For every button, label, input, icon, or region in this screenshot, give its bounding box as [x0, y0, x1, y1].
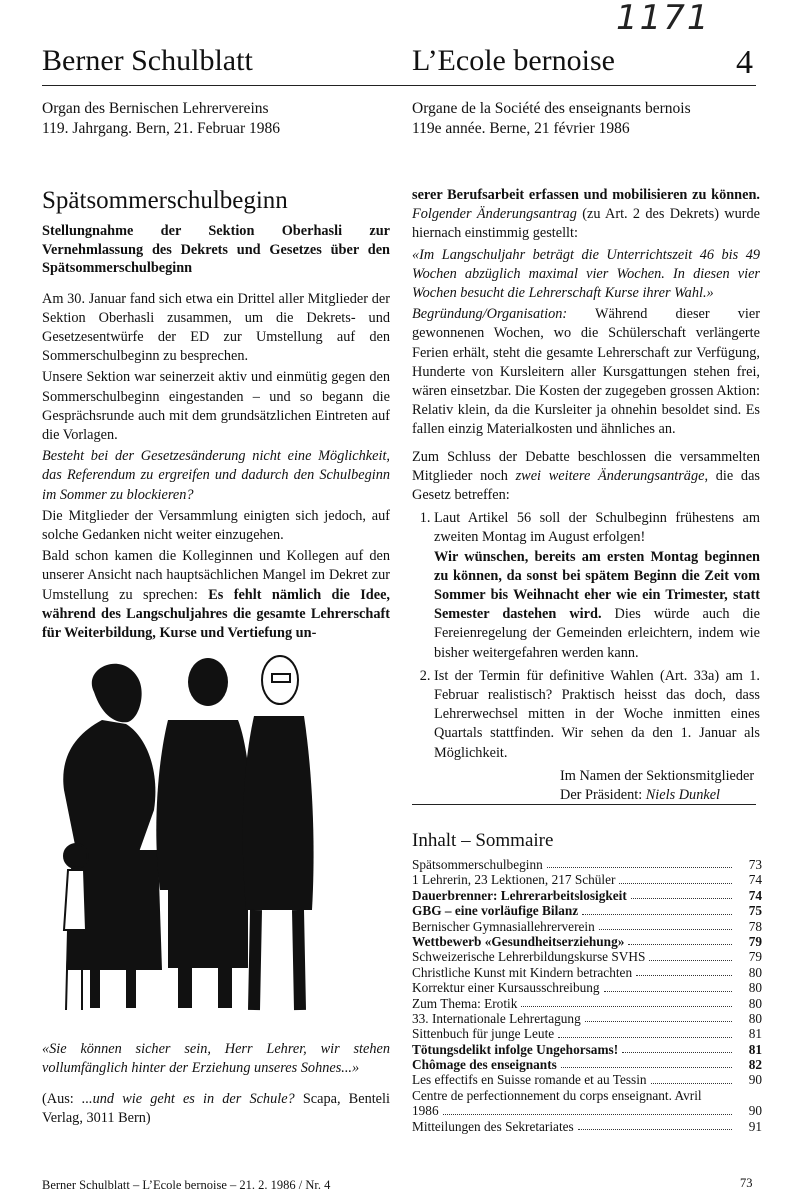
amendment-quote: «Im Langschuljahr beträgt die Unterrichtszeit 46 bis 49 Wochen abzüglich maximal vier Wochen. In diesen vier Wochen besucht die Lehrerschaft Kurse ihrer Wahl.» [412, 246, 760, 302]
toc-leader-dots [561, 1067, 732, 1068]
toc-entry-title: 1986 [412, 1103, 439, 1119]
toc-entry [412, 934, 762, 949]
toc-leader-dots [628, 944, 732, 945]
motion-item-1: 1. Laut Artikel 56 soll der Schulbeginn frühestens am zweiten Montag im August erfolgen! Wir wünschen, bereits am ersten Montag beginnen zu können, da sonst bei spätem Beginn die Zeit vom Sommer bis Weihnacht eher wie ein Trimester, statt Semester dastehen wird. Dies würde auch die Fereienregelung der Gemeinden erleichtern, indem wie bisher weitergefahren werden kann. [434, 509, 760, 663]
article-column-right [412, 186, 760, 805]
toc-entry-page: 91 [748, 1118, 762, 1134]
toc-entry-page: 80 [748, 995, 762, 1011]
organ-fr: Organe de la Société des enseignants bernois [412, 100, 691, 117]
table-of-contents [412, 857, 762, 1134]
toc-leader-dots [622, 1052, 732, 1053]
toc-leader-dots [578, 1129, 732, 1130]
toc-leader-dots [585, 1021, 732, 1022]
toc-leader-dots [443, 1114, 732, 1115]
footer-publication: Berner Schulblatt – L’Ecole bernoise – 21. 2. 1986 / Nr. 4 [42, 1178, 331, 1192]
toc-entry [412, 1011, 762, 1026]
toc-entry-page: 81 [748, 1026, 762, 1042]
cartoon-mother [63, 664, 162, 1008]
cartoon-father [156, 658, 253, 1008]
issue-date-de: 119. Jahrgang. Bern, 21. Februar 1986 [42, 120, 281, 137]
toc-leader-dots [631, 898, 732, 899]
paragraph-question: Besteht bei der Gesetzesänderung nicht eine Möglichkeit, das Referendum zu ergreifen und dadurch den Schulbeginn im Sommer zu blockieren? [42, 448, 390, 503]
toc-entry [412, 1057, 762, 1072]
toc-entry [412, 1072, 762, 1087]
paragraph-4: Die Mitglieder der Versammlung einigten sich jedoch, auf solche Gedanken nicht weiter einzugehen. [42, 507, 390, 543]
toc-entry-title: GBG – eine vorläufige Bilanz [412, 903, 579, 919]
toc-entry-page: 82 [748, 1057, 762, 1073]
toc-entry [412, 949, 762, 964]
motion-item-2: 2. Ist der Termin für definitive Wahlen (Art. 33a) am 1. Februar realistisch? Praktisch heisst das doch, dass Lehrerwechsel mitten in der Woche inmitten eines Quartals stattfinden. Wir sehen da den 1. Januar als Möglichkeit. [434, 667, 760, 763]
toc-leader-dots [649, 960, 732, 961]
toc-entry [412, 857, 762, 872]
toc-entry-title: Chômage des enseignants [412, 1057, 557, 1073]
toc-entry-title: Dauerbrenner: Lehrerarbeitslosigkeit [412, 887, 627, 903]
paragraph-1: Am 30. Januar fand sich etwa ein Drittel aller Mitglieder der Sektion Oberhasli zusammen, um die Dekrets- und Gesetzesentwürfe der ED zur Umstellung auf den Sommerschulbeginn zu besprechen. [42, 290, 390, 365]
toc-entry-page: 80 [748, 1010, 762, 1026]
article-title: Spätsommerschulbeginn [42, 187, 288, 214]
toc-entry-page: 78 [748, 918, 762, 934]
toc-entry-title: Schweizerische Lehrerbildungskurse SVHS [412, 949, 646, 965]
cartoon-teacher [243, 656, 314, 1010]
toc-entry [412, 1103, 762, 1118]
motion-list [412, 509, 760, 763]
toc-entry-page: 74 [748, 887, 762, 903]
toc-entry [412, 980, 762, 995]
toc-entry [412, 903, 762, 918]
handwritten-archive-number: 1171 [616, 0, 711, 38]
toc-leader-dots [558, 1037, 732, 1038]
toc-entry [412, 996, 762, 1011]
toc-entry-title: 1 Lehrerin, 23 Lektionen, 217 Schüler [412, 872, 616, 888]
toc-entry-title: Spätsommerschulbeginn [412, 856, 543, 872]
paragraph-2: Unsere Sektion war seinerzeit aktiv und einmütig gegen den Sommerschulbeginn eingestanden – und so begann die Gesprächsrunde auch mit dem grundsätzlichen Eintreten auf die Vorlagen. [42, 369, 390, 443]
toc-title: Inhalt – Sommaire [412, 830, 554, 851]
toc-entry-title: Centre de perfectionnement du corps enseignant. Avril [412, 1087, 702, 1103]
signature-line-2: Der Präsident: Niels Dunkel [560, 787, 721, 804]
toc-entry-page: 73 [748, 856, 762, 872]
toc-entry-page: 90 [748, 1072, 762, 1088]
toc-entry [412, 1042, 762, 1057]
article-subtitle: Stellungnahme der Sektion Oberhasli zur Vernehmlassung des Dekrets und Gesetzes über den Spätsommerschulbeginn [42, 223, 390, 276]
issue-number: 4 [736, 44, 753, 81]
footer-page-number: 73 [740, 1176, 753, 1190]
cartoon-source: (Aus: ...und wie geht es in der Schule? Scapa, Benteli Verlag, 3011 Bern) [42, 1091, 390, 1126]
toc-leader-dots [619, 883, 732, 884]
cartoon-illustration [42, 640, 342, 1020]
masthead-title-de: Berner Schulblatt [42, 44, 253, 77]
paragraph-justification: Begründung/Organisation: Während dieser vier gewonnenen Wochen, wo die Schülerschaft verlängerte Ferien erhält, steht die gesamte Lehrerschaft zur Verfügung, Hunderte von Kursleitern aller Kursgattungen stehen frei, wären einsetzbar. Die Kosten der zugegeben grossen Aktion: Relativ klein, da die Kursleiter ja ohnehin besoldet sind. Es fallen einzig Materialkosten und ähnliches an. [412, 306, 760, 438]
toc-entry [412, 888, 762, 903]
toc-entry-page: 90 [748, 1103, 762, 1119]
toc-entry-page: 80 [748, 980, 762, 996]
paragraph-6: serer Berufsarbeit erfassen und mobilisieren zu können. Folgender Änderungsantrag (zu Art. 2 des Dekrets) wurde hiernach einstimmig gestellt: [412, 187, 760, 242]
toc-entry-page: 81 [748, 1041, 762, 1057]
toc-entry [412, 919, 762, 934]
toc-entry-page: 74 [748, 872, 762, 888]
toc-entry [412, 1119, 762, 1134]
toc-entry [412, 1088, 762, 1103]
toc-entry [412, 872, 762, 887]
toc-entry-title: 33. Internationale Lehrertagung [412, 1010, 581, 1026]
toc-rule [412, 804, 756, 805]
toc-entry-title: Wettbewerb «Gesundheitserziehung» [412, 933, 625, 949]
toc-entry-title: Les effectifs en Suisse romande et au Tessin [412, 1072, 647, 1088]
toc-entry-page: 75 [748, 903, 762, 919]
toc-entry-title: Sittenbuch für junge Leute [412, 1026, 555, 1042]
toc-leader-dots [547, 867, 732, 868]
masthead-title-fr: L’Ecole bernoise [412, 44, 615, 77]
masthead-rule [42, 85, 756, 86]
toc-entry-title: Zum Thema: Erotik [412, 995, 518, 1011]
toc-entry-page: 79 [748, 933, 762, 949]
toc-entry [412, 1026, 762, 1041]
cartoon-caption: «Sie können sicher sein, Herr Lehrer, wir stehen vollumfänglich hinter der Erziehung unseres Sohnes...» [42, 1041, 390, 1076]
toc-entry-title: Mitteilungen des Sekretariates [412, 1118, 574, 1134]
toc-leader-dots [521, 1006, 732, 1007]
toc-leader-dots [599, 929, 732, 930]
toc-leader-dots [582, 914, 732, 915]
signature-line-1: Im Namen der Sektionsmitglieder [560, 767, 755, 784]
toc-leader-dots [636, 975, 732, 976]
toc-entry-title: Korrektur einer Kursausschreibung [412, 980, 600, 996]
toc-entry-title: Bernischer Gymnasiallehrerverein [412, 918, 595, 934]
toc-entry-page: 80 [748, 964, 762, 980]
toc-entry-title: Christliche Kunst mit Kindern betrachten [412, 964, 633, 980]
issue-date-fr: 119e année. Berne, 21 février 1986 [412, 120, 630, 137]
toc-leader-dots [651, 1083, 732, 1084]
toc-entry-title: Tötungsdelikt infolge Ungehorsams! [412, 1041, 619, 1057]
toc-leader-dots [604, 991, 732, 992]
paragraph-further-motions: Zum Schluss der Debatte beschlossen die versammelten Mitglieder noch zwei weitere Änderungsanträge, die das Gesetz betreffen: [412, 448, 760, 504]
toc-entry [412, 965, 762, 980]
organ-de: Organ des Bernischen Lehrervereins [42, 100, 269, 117]
toc-entry-page: 79 [748, 949, 762, 965]
article-column-left [42, 186, 390, 645]
paragraph-5: Bald schon kamen die Kolleginnen und Kollegen auf den unserer Ansicht nach hauptsächlichen Mangel im Dekret zur Umstellung zu sprechen: Es fehlt nämlich die Idee, während des Langschuljahres die gesamte Lehrerschaft für Weiterbildung, Kurse und Vertiefung un- [42, 548, 390, 641]
